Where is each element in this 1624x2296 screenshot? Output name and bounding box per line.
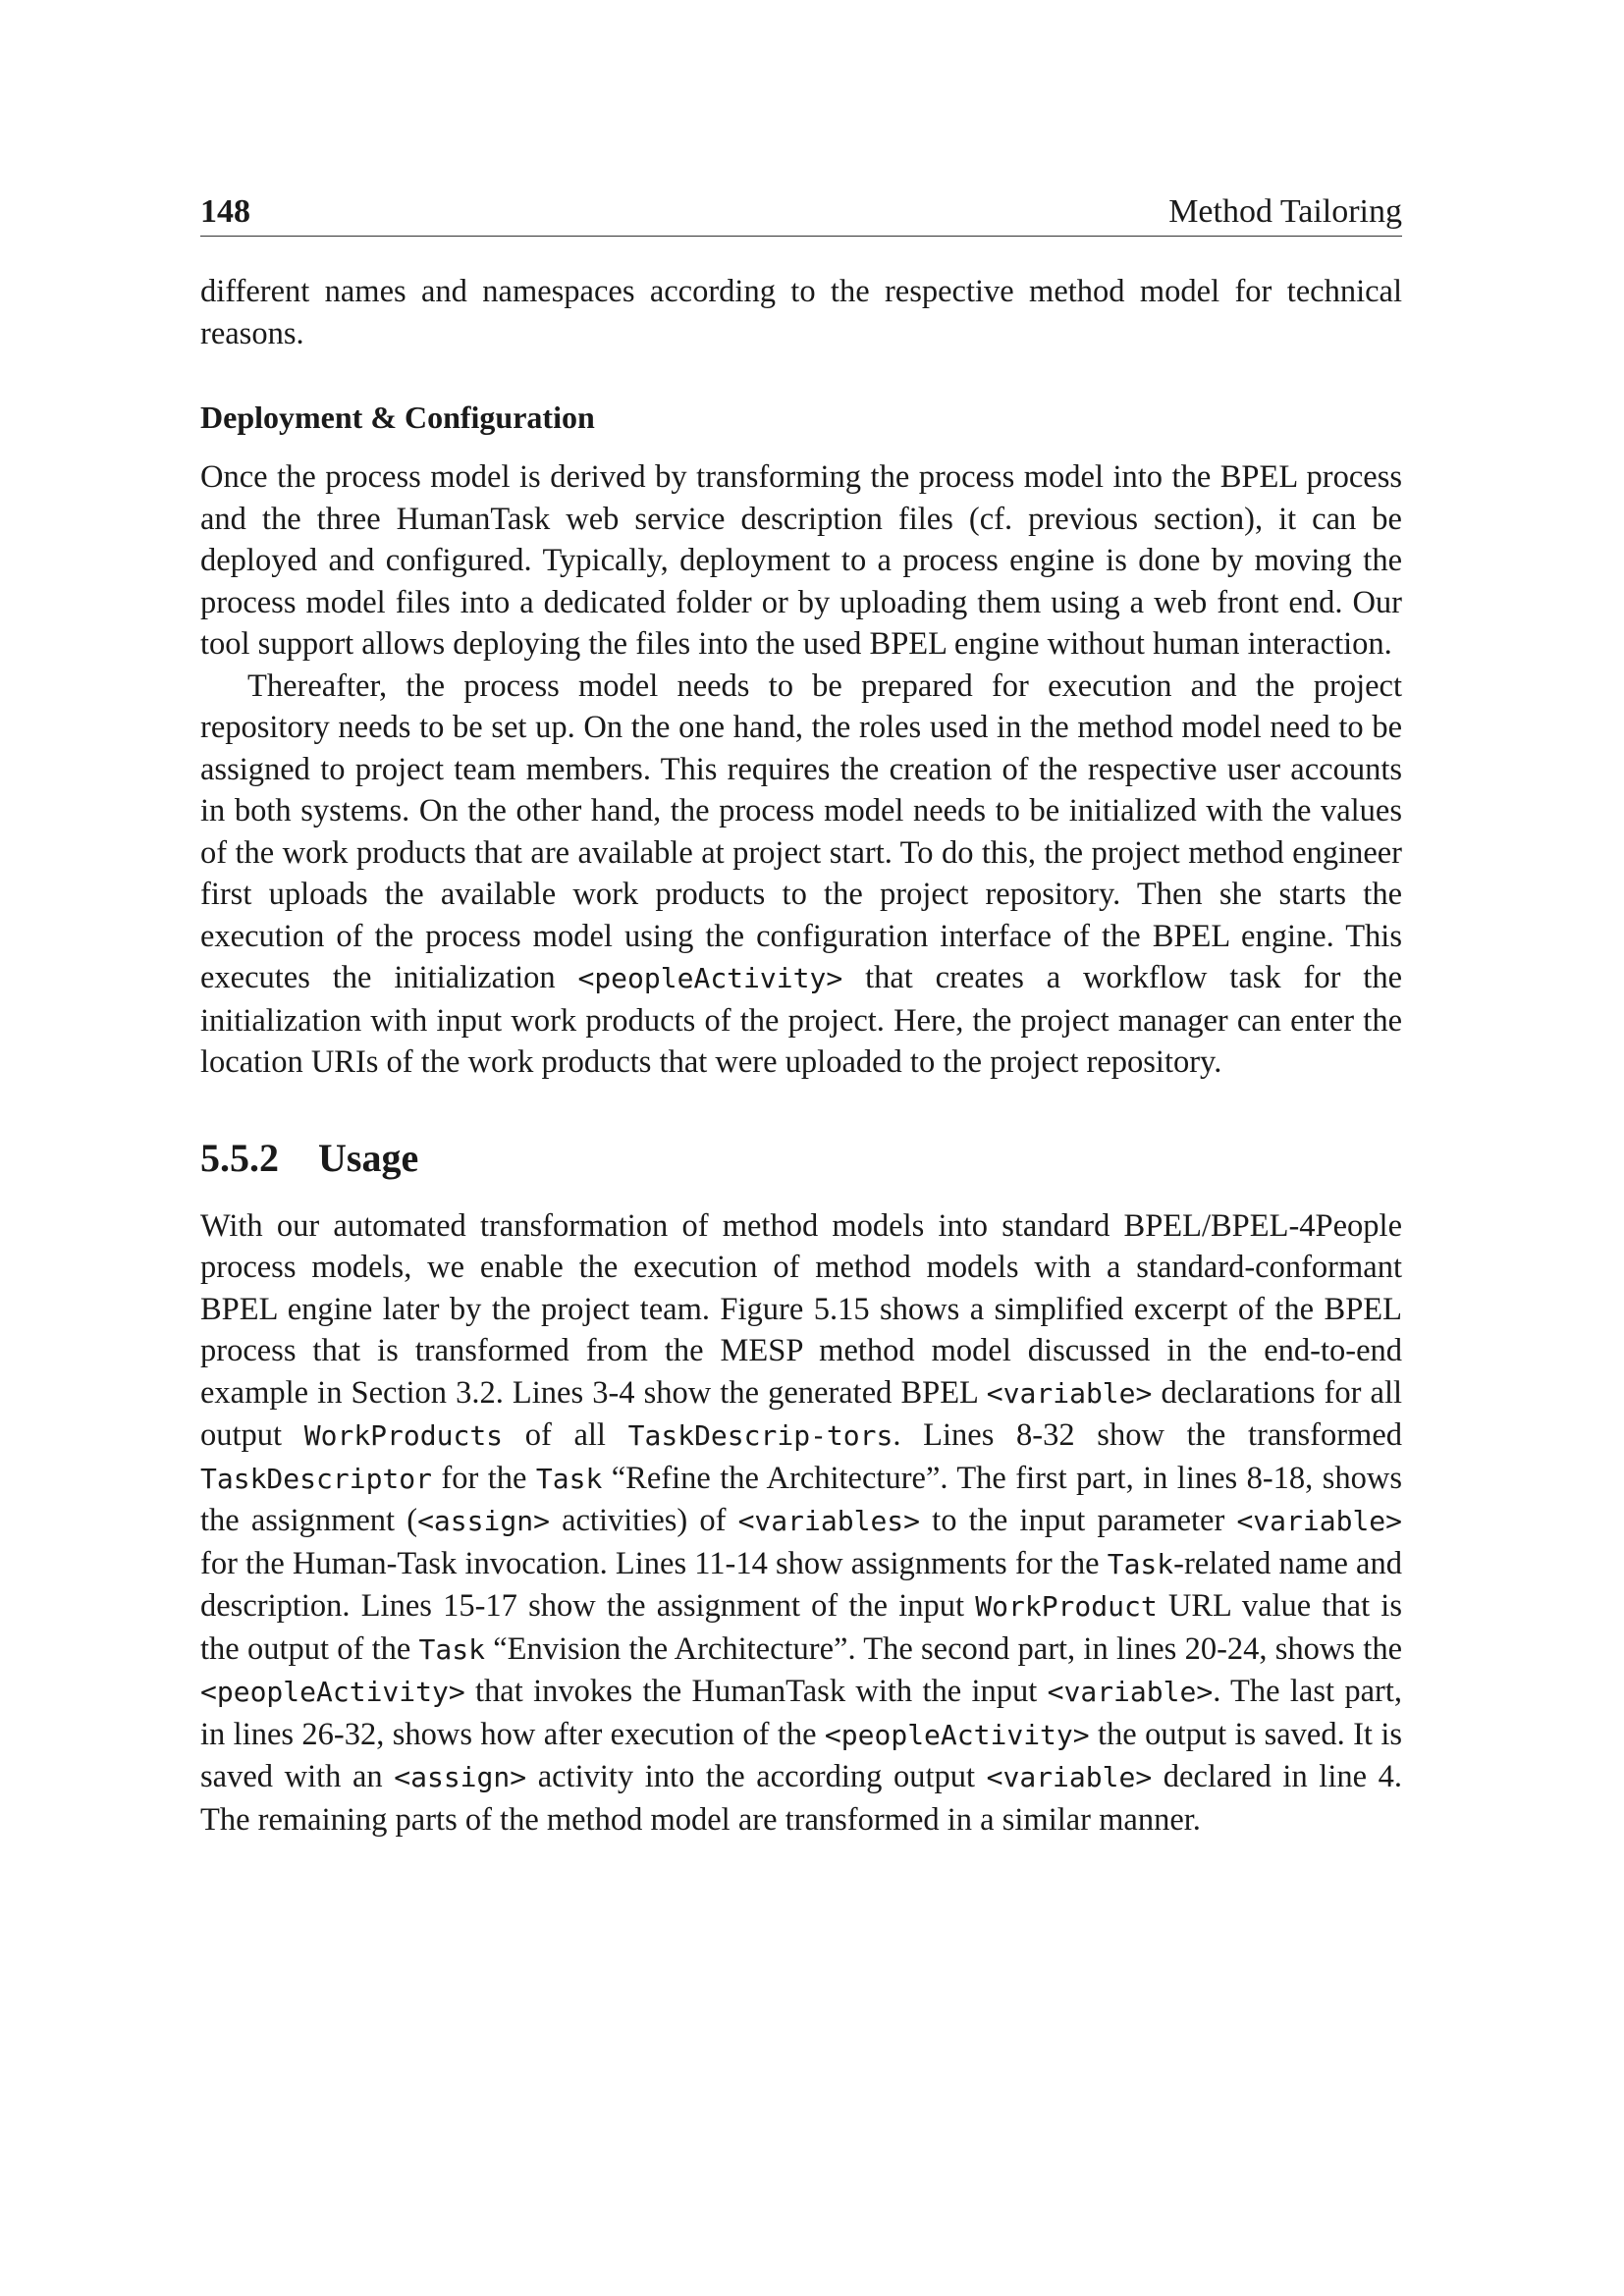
page-number: 148: [200, 193, 250, 230]
code-variables: <variables>: [737, 1505, 921, 1537]
code-people-activity: <peopleActivity>: [577, 962, 843, 994]
code-variable: <variable>: [986, 1761, 1153, 1793]
text-run: for the: [432, 1460, 536, 1496]
code-task: Task: [535, 1462, 603, 1495]
code-variable: <variable>: [1047, 1676, 1214, 1708]
text-run: of all: [503, 1417, 628, 1453]
text-run: to the input parameter: [920, 1503, 1237, 1538]
code-workproducts: WorkProducts: [303, 1419, 504, 1452]
text-run: that invokes the HumanTask with the input: [464, 1674, 1048, 1709]
text-run: activities) of: [549, 1503, 738, 1538]
section-number: 5.5.2: [200, 1135, 279, 1180]
section-heading: [200, 1135, 1402, 1182]
page: [200, 192, 1402, 1841]
code-task: Task: [1107, 1547, 1174, 1580]
code-people-activity: <peopleActivity>: [200, 1676, 465, 1708]
code-taskdescriptors: TaskDescrip-tors: [627, 1419, 893, 1452]
text-run: Thereafter, the process model needs to be prepared for execution and the project repository needs to be set up. On the one hand, the roles used in the method model need to be assigned to project team members. This requires the creation of the respective user accounts in both systems. On the other hand, the process model needs to be initialized with the values of the work products that are available at project start. To do this, the project method engineer first uploads the available work products to the project repository. Then she starts the execution of the process model using the configuration interface of the BPEL engine. This executes the initialization: [200, 667, 1402, 995]
text-run: . Lines 8-32 show the transformed: [893, 1417, 1402, 1453]
running-header: [200, 192, 1402, 237]
code-variable: <variable>: [1236, 1505, 1403, 1537]
text-run: “Envision the Architecture”. The second part, in lines 20-24, shows the: [484, 1630, 1402, 1667]
code-task: Task: [418, 1632, 485, 1666]
section-title: Usage: [318, 1135, 419, 1180]
code-assign: <assign>: [417, 1505, 550, 1537]
text-run: declared in line 4. The remaining parts of the method model are transformed in a similar manner.: [200, 1759, 1403, 1838]
intro-paragraph: different names and namespaces according to the respective method model for technical reasons.: [200, 274, 1402, 351]
deployment-paragraph-1: Once the process model is derived by transforming the process model into the BPEL process and the three HumanTask web service description files (cf. previous section), it can be deployed and configured. Typically, deployment to a process engine is done by moving the process model files into a dedicated folder or by uploading them using a web front end. Our tool support allows deploying the files into the used BPEL engine without human interaction.: [200, 459, 1402, 662]
code-assign: <assign>: [394, 1761, 527, 1793]
text-run: declarations for all output: [200, 1374, 1402, 1453]
text-run: that creates a workflow task for the initialization with input work products of the project. Here, the project manager can enter the location URIs of the work products that were uploaded to the project repository.: [200, 960, 1402, 1080]
code-workproduct: WorkProduct: [975, 1590, 1158, 1623]
body-text: [200, 271, 1402, 1841]
code-taskdescriptor: TaskDescriptor: [200, 1462, 433, 1495]
code-people-activity: <peopleActivity>: [824, 1718, 1090, 1751]
text-run: activity into the according output: [526, 1759, 987, 1794]
text-run: the output is saved. It is saved with an: [200, 1716, 1402, 1794]
usage-paragraph: [200, 1205, 1402, 1842]
text-run: “Refine the Architecture”. The first part, in lines 8-18, shows the assignment (: [200, 1460, 1402, 1538]
chapter-title: Method Tailoring: [1168, 193, 1402, 230]
code-variable: <variable>: [986, 1376, 1153, 1410]
text-run: for the Human-Task invocation. Lines 11-14 show assignments for the: [200, 1545, 1108, 1581]
text-run: . The last part, in lines 26-32, shows how after execution of the: [200, 1674, 1402, 1752]
text-run: -related name and description. Lines 15-17 show the assignment of the input: [200, 1545, 1402, 1624]
deployment-paragraph-2: [200, 666, 1402, 1084]
text-run: URL value that is the output of the: [200, 1588, 1402, 1667]
deployment-heading: Deployment & Configuration: [200, 400, 595, 435]
text-run: With our automated transformation of method models into standard BPEL/BPEL-4People process models, we enable the execution of method models with a standard-conformant BPEL engine later by the project team. Figure 5.15 shows a simplified excerpt of the BPEL process that is transformed from the MESP method model discussed in the end-to-end example in Section 3.2. Lines 3-4 show the generated BPEL: [200, 1207, 1402, 1411]
